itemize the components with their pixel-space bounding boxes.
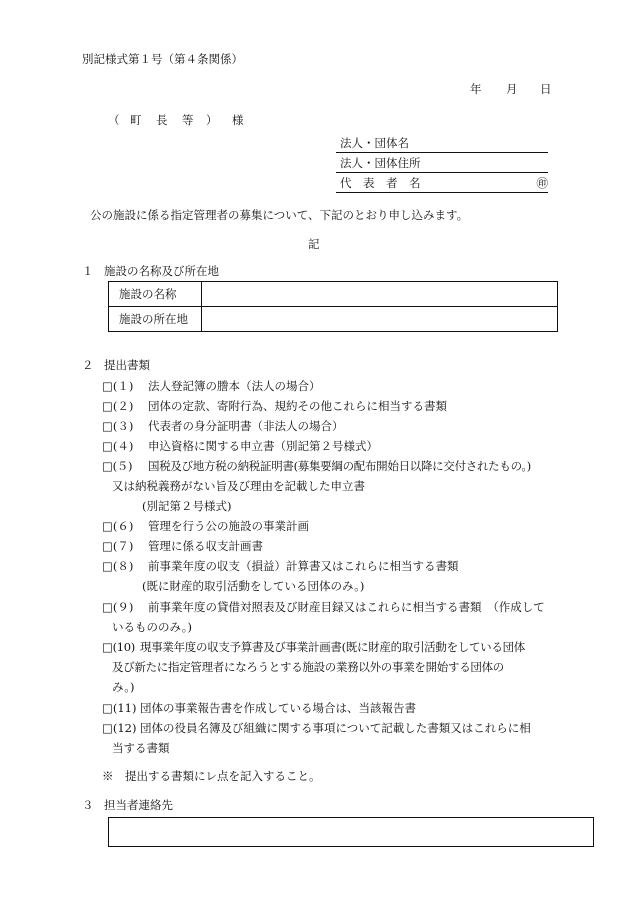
doc-item-9[interactable]: □(９) 前事業年度の貸借対照表及び財産目録又はこれらに相当する書類 （作成して <box>102 600 545 614</box>
checkbox[interactable]: □(９) <box>102 600 134 614</box>
section-3-heading: ３ 担当者連絡先 <box>82 798 173 812</box>
section-1-heading: １ 施設の名称及び所在地 <box>82 264 219 278</box>
doc-item-8-cont: (既に財産的取引活動をしている団体のみ。) <box>142 579 365 593</box>
checkbox[interactable]: □(５) <box>102 459 133 473</box>
checkbox[interactable]: □(１) <box>102 379 134 393</box>
doc-item-5-cont: 又は納税義務がない旨及び理由を記載した申立書 <box>112 479 365 493</box>
checkbox[interactable]: □(２) <box>102 399 134 413</box>
doc-item-1[interactable]: □(１) 法人登記簿の謄本（法人の場合） <box>102 379 321 393</box>
applicant-address-label: 法人・団体住所 <box>340 156 421 170</box>
doc-item-10-cont: 及び新たに指定管理者になろうとする施設の業務以外の事業を開始する団体の <box>112 660 504 674</box>
doc-item-5[interactable]: □(５) 国税及び地方税の納税証明書(募集要綱の配布開始日以降に交付されたもの。) <box>102 459 531 473</box>
facility-name-field[interactable] <box>202 282 558 307</box>
checkbox[interactable]: □(11) <box>102 701 137 715</box>
date-month: 月 <box>506 82 518 96</box>
checkbox[interactable]: □(７) <box>102 539 134 553</box>
form-number: 別記様式第１号（第４条関係） <box>82 52 243 66</box>
checkbox[interactable]: □(３) <box>102 419 134 433</box>
checkbox[interactable]: □(８) <box>102 559 134 573</box>
doc-item-5-cont: (別記第２号様式) <box>142 499 232 513</box>
doc-item-12[interactable]: □(12) 団体の役員名簿及び組織に関する事項について記載した書類又はこれらに相 <box>102 721 531 735</box>
representative-label: 代 表 者 名 <box>340 176 421 190</box>
date-year: 年 <box>470 82 482 96</box>
doc-item-6[interactable]: □(６) 管理を行う公の施設の事業計画 <box>102 519 309 533</box>
checkbox[interactable]: □(４) <box>102 439 134 453</box>
representative-line[interactable] <box>336 176 548 193</box>
doc-item-8[interactable]: □(８) 前事業年度の収支（損益）計算書又はこれらに相当する書類 <box>102 559 459 573</box>
seal-icon: ㊞ <box>536 176 548 190</box>
addressee: （ 町 長 等 ） 様 <box>108 113 244 127</box>
table-row <box>109 307 558 332</box>
checkbox[interactable]: □(６) <box>102 519 134 533</box>
doc-item-11[interactable]: □(11) 団体の事業報告書を作成している場合は、当該報告書 <box>102 701 416 715</box>
facility-table <box>108 281 558 332</box>
contact-field[interactable] <box>108 817 594 847</box>
doc-item-7[interactable]: □(７) 管理に係る収支計画書 <box>102 539 263 553</box>
doc-item-4[interactable]: □(４) 申込資格に関する申立書（別記第２号様式） <box>102 439 378 453</box>
table-row <box>109 282 558 307</box>
checkbox[interactable]: □(12) <box>102 721 137 735</box>
ki-heading: 記 <box>308 237 320 251</box>
checkmark-note: ※ 提出する書類にレ点を記入すること。 <box>102 769 321 783</box>
doc-item-10-cont: み。) <box>112 680 135 694</box>
checkbox[interactable]: □(10) <box>102 640 135 654</box>
facility-address-field[interactable] <box>202 307 558 332</box>
date-day: 日 <box>540 82 552 96</box>
doc-item-2[interactable]: □(２) 団体の定款、寄附行為、規約その他これらに相当する書類 <box>102 399 447 413</box>
section-2-heading: ２ 提出書類 <box>82 358 150 372</box>
applicant-name-line[interactable] <box>336 136 548 153</box>
intro-text: 公の施設に係る指定管理者の募集について、下記のとおり申し込みます。 <box>90 208 469 222</box>
facility-address-label: 施設の所在地 <box>109 307 202 332</box>
facility-name-label: 施設の名称 <box>109 282 202 307</box>
doc-item-10[interactable]: □(10) 現事業年度の収支予算書及び事業計画書(既に財産的取引活動をしている団体 <box>102 640 525 654</box>
doc-item-3[interactable]: □(３) 代表者の身分証明書（非法人の場合） <box>102 419 344 433</box>
applicant-address-line[interactable] <box>336 156 548 173</box>
doc-item-9-cont: いるもののみ。) <box>112 620 192 634</box>
doc-item-12-cont: 当する書類 <box>112 741 170 755</box>
applicant-name-label: 法人・団体名 <box>340 136 409 150</box>
